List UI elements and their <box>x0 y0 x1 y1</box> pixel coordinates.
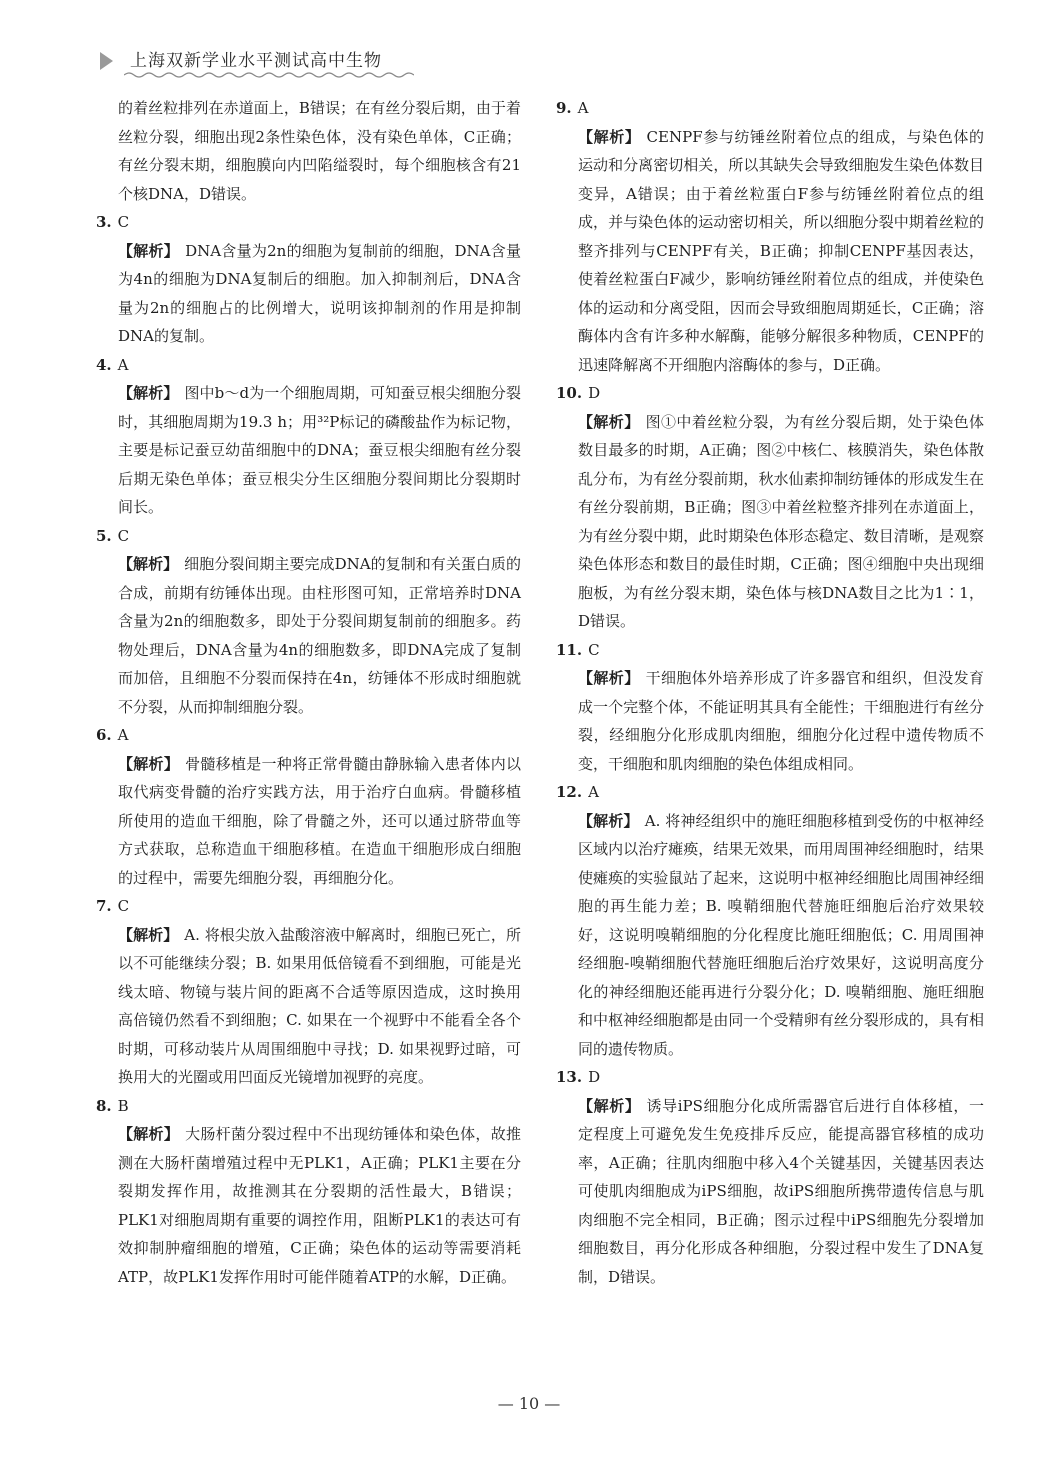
analysis-tag: 【解析】 <box>118 555 179 573</box>
answer-item-12 <box>556 778 984 1063</box>
item-number: 7. <box>96 897 112 915</box>
analysis-tag: 【解析】 <box>118 384 179 402</box>
item-explanation <box>96 750 521 893</box>
item-explanation <box>556 1092 984 1292</box>
item-explanation <box>96 237 521 351</box>
item-answer: C <box>117 213 130 231</box>
explanation-text: 骨髓移植是一种将正常骨髓由静脉输入患者体内以取代病变骨髓的治疗实践方法，用于治疗白血病。骨髓移植所使用的造血干细胞，除了骨髓之外，还可以通过脐带血等方式获取，总称造血干细胞移植。在造血干细胞形成白细胞的过程中，需要先细胞分裂，再细胞分化。 <box>118 754 521 887</box>
explanation-text: A. 将根尖放入盐酸溶液中解离时，细胞已死亡，所以不可能继续分裂；B. 如果用低倍镜看不到细胞，可能是光线太暗、物镜与装片间的距离不合适等原因造成，这时换用高倍镜仍然看不到细胞；C. 如果在一个视野中不能看全各个时期，可移动装片从周围细胞中寻找；D. 如果视野过暗，可换用大的光圈或用凹面反光镜增加视野的亮度。 <box>118 925 521 1086</box>
answer-item-5 <box>96 522 521 722</box>
header-arrow-icon <box>100 52 113 70</box>
continuation-paragraph: 的着丝粒排列在赤道面上，B错误；在有丝分裂后期，由于着丝粒分裂，细胞出现2条性染色体，没有染色单体，C正确；有丝分裂末期，细胞膜向内凹陷缢裂时，每个细胞核含有21个核DNA，D错误。 <box>118 99 521 203</box>
page-number: — 10 — <box>497 1394 561 1413</box>
explanation-text: 图中b～d为一个细胞周期，可知蚕豆根尖细胞分裂时，其细胞周期为19.3 h；用³²P标记的磷酸盐作为标记物，主要是标记蚕豆幼苗细胞中的DNA；蚕豆根尖细胞有丝分裂后期无染色单体；蚕豆根尖分生区细胞分裂间期比分裂期时间长。 <box>118 384 521 516</box>
left-column <box>96 94 521 1291</box>
explanation-text: 细胞分裂间期主要完成DNA的复制和有关蛋白质的合成，前期有纺锤体出现。由柱形图可知，正常培养时DNA含量为2n的细胞数多，即处于分裂间期复制前的细胞多。药物处理后，DNA含量为4n的细胞数多，即DNA完成了复制而加倍，且细胞不分裂而保持在4n，纺锤体不形成时细胞就不分裂，从而抑制细胞分裂。 <box>118 555 521 716</box>
item-explanation <box>96 379 521 522</box>
analysis-tag: 【解析】 <box>118 754 180 773</box>
item-answer: C <box>588 640 600 659</box>
answer-item-10 <box>556 379 984 636</box>
item-number: 3. <box>96 213 112 231</box>
analysis-tag: 【解析】 <box>578 1096 641 1115</box>
header-title: 上海双新学业水平测试高中生物 <box>130 51 382 71</box>
header-wave-underline <box>124 71 414 79</box>
analysis-tag: 【解析】 <box>578 669 640 687</box>
explanation-text: DNA含量为2n的细胞为复制前的细胞，DNA含量为4n的细胞为DNA复制后的细胞。加入抑制剂后，DNA含量为2n的细胞占的比例增大，说明该抑制剂的作用是抑制DNA的复制。 <box>118 241 521 345</box>
analysis-tag: 【解析】 <box>118 1125 180 1143</box>
item-explanation <box>556 664 984 778</box>
answer-item-13 <box>556 1063 984 1291</box>
answer-item-7 <box>96 892 521 1092</box>
analysis-tag: 【解析】 <box>118 241 180 260</box>
explanation-text: CENPF参与纺锤丝附着位点的组成，与染色体的运动和分离密切相关，所以其缺失会导致细胞发生染色体数目变异，A错误；由于着丝粒蛋白F参与纺锤丝附着位点的组成，并与染色体的运动密切相关，所以细胞分裂中期着丝粒的整齐排列与CENPF有关，B正确；抑制CENPF基因表达，使着丝粒蛋白F减少，影响纺锤丝附着位点的组成，并使染色体的运动和分离受阻，因而会导致细胞周期延长，C正确；溶酶体内含有许多种水解酶，能够分解很多种物质，CENPF的迅速降解离不开细胞内溶酶体的参与，D正确。 <box>578 127 984 374</box>
item-number: 12. <box>556 783 583 801</box>
item-explanation <box>96 1120 521 1291</box>
analysis-tag: 【解析】 <box>118 925 179 944</box>
item-number: 4. <box>96 355 112 374</box>
explanation-text: 大肠杆菌分裂过程中不出现纺锤体和染色体，故推测在大肠杆菌增殖过程中无PLK1，A正确；PLK1主要在分裂期发挥作用，故推测其在分裂期的活性最大，B错误；PLK1对细胞周期有重要的调控作用，阻断PLK1的表达可有效抑制肿瘤细胞的增殖，C正确；染色体的运动等需要消耗ATP，故PLK1发挥作用时可能伴随着ATP的水解，D正确。 <box>118 1125 521 1286</box>
answer-item-4 <box>96 351 521 522</box>
analysis-tag: 【解析】 <box>578 811 639 830</box>
answer-item-11 <box>556 636 984 779</box>
item-answer: A <box>577 99 589 117</box>
analysis-tag: 【解析】 <box>578 412 640 431</box>
item-number: 8. <box>96 1096 112 1115</box>
item-number: 6. <box>96 726 112 744</box>
item-explanation <box>556 408 984 636</box>
item-explanation <box>556 123 984 380</box>
answer-item-6 <box>96 721 521 892</box>
item-answer: B <box>117 1096 129 1115</box>
explanation-text: 图①中着丝粒分裂，为有丝分裂后期，处于染色体数目最多的时期，A正确；图②中核仁、核膜消失，染色体散乱分布，为有丝分裂前期，秋水仙素抑制纺锤体的形成发生在有丝分裂前期，B正确；图③中着丝粒整齐排列在赤道面上，为有丝分裂中期，此时期染色体形态稳定、数目清晰，是观察染色体形态和数目的最佳时期，C正确；图④细胞中央出现细胞板，为有丝分裂末期，染色体与核DNA数目之比为1∶1，D错误。 <box>578 412 984 630</box>
item-number: 9. <box>556 99 572 117</box>
explanation-text: 干细胞体外培养形成了许多器官和组织，但没发育成一个完整个体，不能证明其具有全能性；干细胞进行有丝分裂，经细胞分化形成肌肉细胞，细胞分化过程中遗传物质不变，干细胞和肌肉细胞的染色体组成相同。 <box>578 669 984 773</box>
item-number: 11. <box>556 640 583 659</box>
item-answer: C <box>117 526 130 545</box>
item-answer: A <box>117 355 129 374</box>
item-explanation <box>96 550 521 721</box>
item-answer: A <box>588 783 599 801</box>
right-column <box>556 94 984 1291</box>
item-explanation <box>96 921 521 1092</box>
item-explanation <box>556 807 984 1064</box>
item-answer: D <box>588 1068 601 1086</box>
item-number: 13. <box>556 1068 583 1086</box>
answer-item-8 <box>96 1092 521 1292</box>
item-number: 5. <box>96 526 112 545</box>
item-answer: C <box>117 897 130 915</box>
explanation-text: A. 将神经组织中的施旺细胞移植到受伤的中枢神经区域内以治疗瘫痪，结果无效果，而用周围神经细胞时，结果使瘫痪的实验鼠站了起来，这说明中枢神经细胞比周围神经细胞的再生能力差；B. 嗅鞘细胞代替施旺细胞后治疗效果较好，这说明嗅鞘细胞的分化程度比施旺细胞低；C. 用周围神经细胞-嗅鞘细胞代替施旺细胞后治疗效果好，这说明高度分化的神经细胞还能再进行分裂分化；D. 嗅鞘细胞、施旺细胞和中枢神经细胞都是由同一个受精卵有丝分裂形成的，具有相同的遗传物质。 <box>578 811 984 1058</box>
item-number: 10. <box>556 384 583 402</box>
page-header <box>100 44 420 78</box>
answer-item-3 <box>96 208 521 351</box>
answer-item-9 <box>556 94 984 379</box>
item-answer: A <box>117 726 129 744</box>
explanation-text: 诱导iPS细胞分化成所需器官后进行自体移植，一定程度上可避免发生免疫排斥反应，能提高器官移植的成功率，A正确；往肌肉细胞中移入4个关键基因，关键基因表达可使肌肉细胞成为iPS细胞，故iPS细胞所携带遗传信息与肌肉细胞不完全相同，B正确；图示过程中iPS细胞先分裂增加细胞数目，再分化形成各种细胞，分裂过程中发生了DNA复制，D错误。 <box>578 1096 984 1286</box>
item-answer: D <box>588 384 601 402</box>
analysis-tag: 【解析】 <box>578 127 641 146</box>
